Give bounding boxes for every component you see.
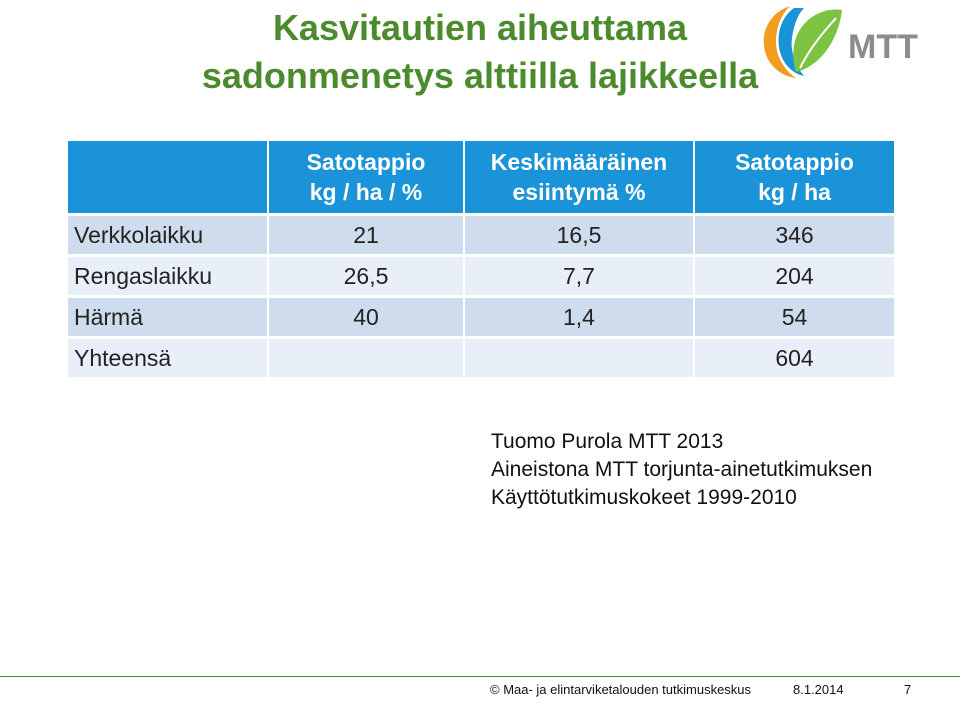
source-line-1: Tuomo Purola MTT 2013: [491, 430, 724, 453]
table-row: [68, 256, 894, 297]
table-row: [68, 297, 894, 338]
cell-average-occurrence: 1,4: [464, 297, 694, 338]
table-row-total: [68, 338, 894, 378]
header-empty: [68, 141, 268, 215]
source-line-2: Aineistona MTT torjunta-ainetutkimuksen: [491, 458, 873, 481]
source-note: [491, 428, 872, 512]
header-loss-kg-percent: Satotappio kg / ha / %: [268, 141, 464, 215]
slide-title: [150, 4, 810, 100]
row-label: Härmä: [68, 297, 268, 338]
footer-copyright: © Maa- ja elintarviketalouden tutkimuskeskus: [490, 682, 752, 697]
header-average-occurrence: Keskimääräinen esiintymä %: [464, 141, 694, 215]
slide-footer: [0, 676, 960, 703]
table-header-row: [68, 141, 894, 215]
cell-loss-kg-percent: 26,5: [268, 256, 464, 297]
cell-loss-kg: 54: [694, 297, 894, 338]
cell-average-occurrence: [464, 338, 694, 378]
mtt-logo: [756, 0, 946, 90]
row-label: Rengaslaikku: [68, 256, 268, 297]
mtt-leaf-logo-icon: [756, 0, 946, 90]
cell-loss-kg-percent: 21: [268, 215, 464, 256]
cell-loss-kg: 604: [694, 338, 894, 378]
slide-title-line-2: sadonmenetys alttiilla lajikkeella: [201, 55, 759, 96]
cell-average-occurrence: 16,5: [464, 215, 694, 256]
header-loss-kg: Satotappio kg / ha: [694, 141, 894, 215]
row-label: Verkkolaikku: [68, 215, 268, 256]
cell-loss-kg: 204: [694, 256, 894, 297]
footer-date: 8.1.2014: [793, 682, 844, 697]
cell-loss-kg-percent: [268, 338, 464, 378]
cell-loss-kg: 346: [694, 215, 894, 256]
cell-loss-kg-percent: 40: [268, 297, 464, 338]
footer-page-number: 7: [904, 682, 912, 697]
table-row: [68, 215, 894, 256]
crop-loss-table: [68, 141, 894, 377]
svg-text:MTT: MTT: [848, 28, 918, 66]
source-line-3: Käyttötutkimuskokeet 1999-2010: [491, 486, 797, 509]
slide-title-line-1: Kasvitautien aiheuttama: [272, 7, 688, 48]
cell-average-occurrence: 7,7: [464, 256, 694, 297]
row-label: Yhteensä: [68, 338, 268, 378]
